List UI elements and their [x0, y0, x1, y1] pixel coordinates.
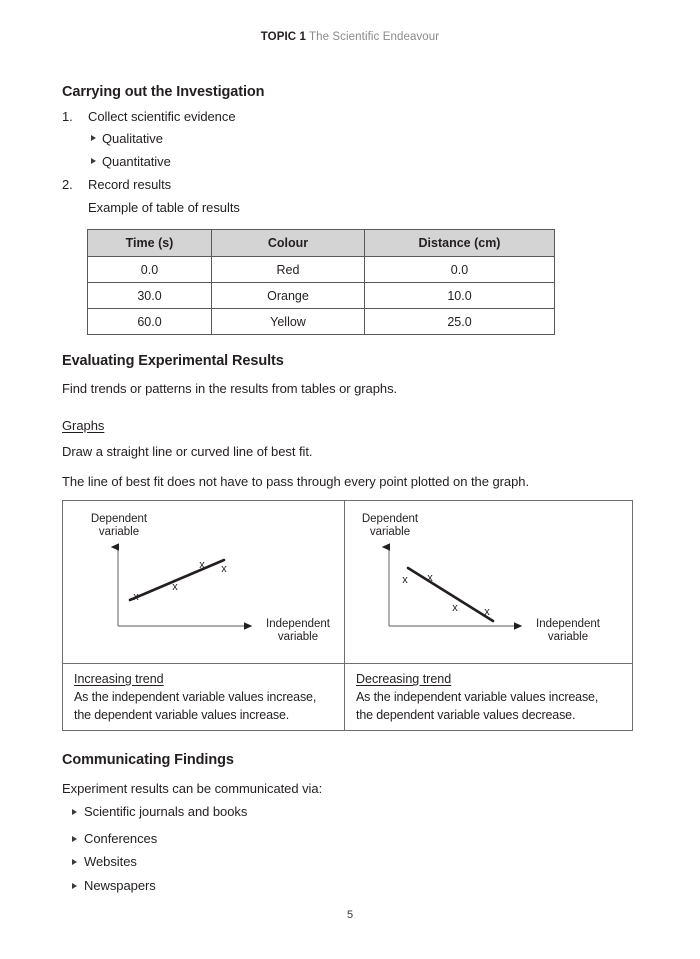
increasing-trend-caption-line2: the dependent variable values increase.	[74, 708, 290, 722]
data-point-marker: x	[452, 602, 458, 614]
table-header-colour: Colour	[212, 230, 365, 257]
data-point-marker: x	[199, 559, 205, 571]
list-item-websites: Websites	[84, 854, 137, 869]
example-of-table-of-results-caption: Example of table of results	[88, 200, 240, 215]
table-row	[88, 283, 555, 309]
increasing-trend-caption-line1: As the independent variable values increase,	[74, 690, 317, 704]
data-point-marker: x	[221, 563, 227, 575]
data-point-marker: x	[484, 606, 490, 618]
decreasing-trend-caption-line2: the dependent variable values decrease.	[356, 708, 576, 722]
data-point-marker: x	[402, 574, 408, 586]
table-row	[88, 309, 555, 335]
data-point-marker: x	[172, 581, 178, 593]
table-cell-colour: Yellow	[212, 309, 365, 335]
data-point-marker: x	[427, 572, 433, 584]
table-header-row	[88, 230, 555, 257]
running-header	[0, 31, 700, 43]
table-cell-distance: 25.0	[365, 309, 555, 335]
subheading-graphs: Graphs	[62, 418, 105, 433]
triangle-bullet-icon	[72, 809, 77, 815]
list-item-scientific-journals-and-books: Scientific journals and books	[84, 804, 248, 819]
header-topic-number: TOPIC 1	[260, 31, 306, 43]
x-axis-label-line2: variable	[547, 631, 589, 643]
y-axis-label-dependent-variable	[352, 513, 428, 539]
y-axis-label-line2: variable	[98, 526, 140, 538]
trend-diagram-box	[62, 500, 633, 731]
list-item-newspapers: Newspapers	[84, 878, 156, 893]
graphs-line-2: The line of best fit does not have to pass through every point plotted on the graph.	[62, 474, 530, 489]
header-topic-title: The Scientific Endeavour	[308, 31, 440, 43]
list-marker-1: 1.	[62, 109, 73, 124]
list-item-qualitative: Qualitative	[102, 131, 163, 146]
decreasing-trend-caption-line1: As the independent variable values increase,	[356, 690, 599, 704]
decreasing-trend-caption-title: Decreasing trend	[356, 672, 452, 686]
table-cell-time: 0.0	[88, 257, 212, 283]
x-axis-label-line2: variable	[277, 631, 319, 643]
table-cell-colour: Red	[212, 257, 365, 283]
x-axis-label-line1: Independent	[266, 618, 330, 630]
heading-evaluating-experimental-results: Evaluating Experimental Results	[62, 353, 284, 369]
table-cell-colour: Orange	[212, 283, 365, 309]
increasing-trend-caption	[63, 664, 344, 730]
list-marker-2: 2.	[62, 177, 73, 192]
communicating-intro-text: Experiment results can be communicated via:	[62, 781, 323, 796]
list-item-collect-scientific-evidence: Collect scientific evidence	[88, 109, 236, 124]
table-cell-time: 60.0	[88, 309, 212, 335]
triangle-bullet-icon	[72, 883, 77, 889]
decreasing-trend-caption	[345, 664, 626, 730]
heading-carrying-out-the-investigation: Carrying out the Investigation	[62, 84, 265, 100]
list-item-record-results: Record results	[88, 177, 172, 192]
y-axis-label-line1: Dependent	[90, 513, 148, 525]
table-cell-distance: 0.0	[365, 257, 555, 283]
triangle-bullet-icon	[91, 158, 96, 164]
decreasing-trend-graph	[345, 501, 626, 663]
table-header-time: Time (s)	[88, 230, 212, 257]
graphs-line-1: Draw a straight line or curved line of best fit.	[62, 444, 313, 459]
evaluating-intro-text: Find trends or patterns in the results from tables or graphs.	[62, 381, 398, 396]
table-row	[88, 257, 555, 283]
triangle-bullet-icon	[91, 135, 96, 141]
results-table	[87, 229, 555, 335]
triangle-bullet-icon	[72, 859, 77, 865]
table-cell-time: 30.0	[88, 283, 212, 309]
data-point-marker: x	[133, 591, 139, 603]
y-axis-label-dependent-variable	[81, 513, 157, 539]
increasing-trend-caption-title: Increasing trend	[74, 672, 164, 686]
table-cell-distance: 10.0	[365, 283, 555, 309]
triangle-bullet-icon	[72, 836, 77, 842]
heading-communicating-findings: Communicating Findings	[62, 752, 234, 768]
page-number: 5	[346, 909, 354, 921]
x-axis-label-independent-variable	[257, 618, 339, 644]
x-axis-label-line1: Independent	[536, 618, 600, 630]
x-axis-label-independent-variable	[527, 618, 609, 644]
increasing-trend-graph	[63, 501, 344, 663]
y-axis-label-line2: variable	[369, 526, 411, 538]
table-header-distance: Distance (cm)	[365, 230, 555, 257]
y-axis-label-line1: Dependent	[361, 513, 419, 525]
list-item-conferences: Conferences	[84, 831, 158, 846]
list-item-quantitative: Quantitative	[102, 154, 171, 169]
